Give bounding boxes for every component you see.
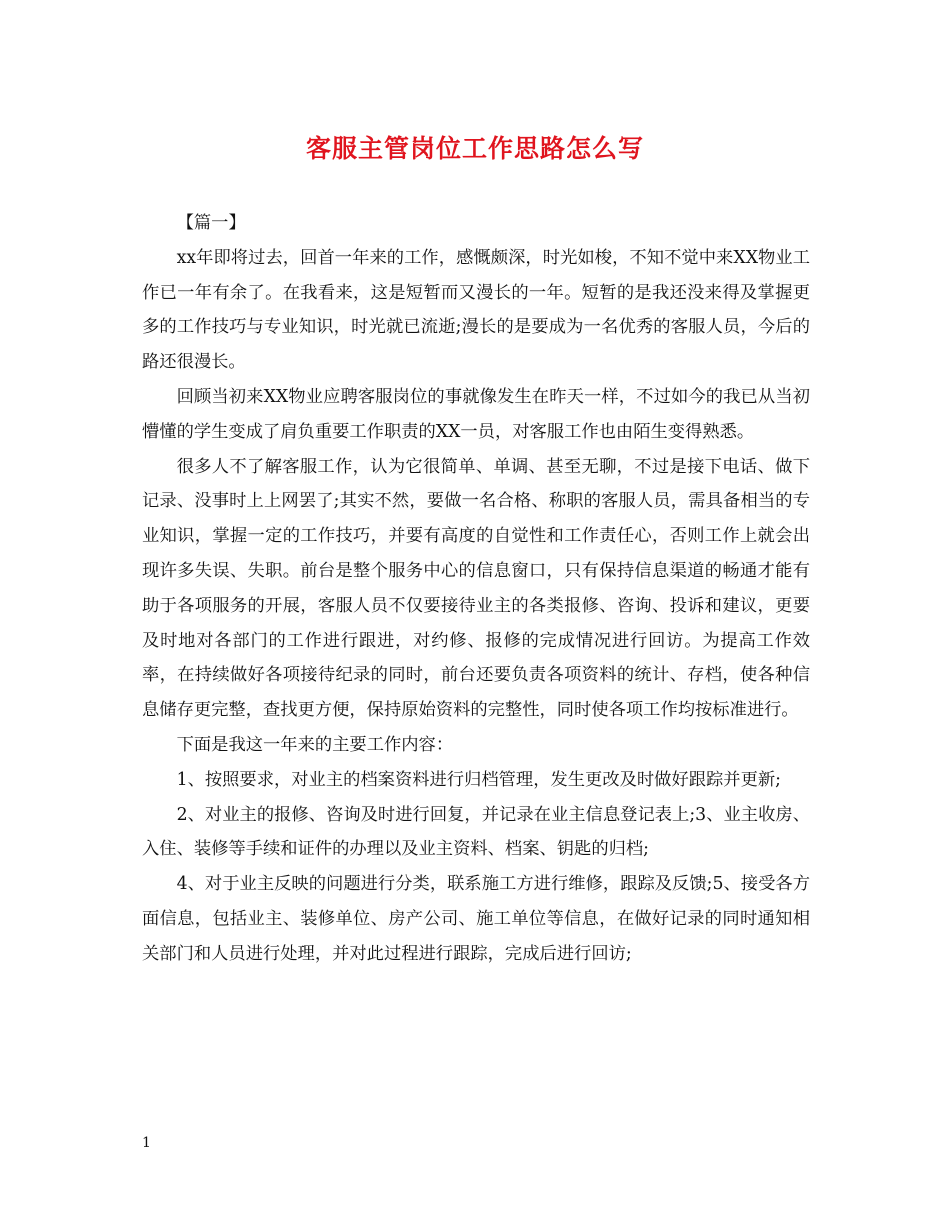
paragraph: 很多人不了解客服工作，认为它很简单、单调、甚至无聊，不过是接下电话、做下记录、没事时上上网罢了;其实不然，要做一名合格、称职的客服人员，需具备相当的专业知识，掌握一定的工作技巧，并要有高度的自觉性和工作责任心，否则工作上就会出现许多失误、失职。前台是整个服务中心的信息窗口，只有保持信息渠道的畅通才能有助于各项服务的开展，客服人员不仅要接待业主的各类报修、咨询、投诉和建议，更要及时地对各部门的工作进行跟进，对约修、报修的完成情况进行回访。为提高工作效率，在持续做好各项接待纪录的同时，前台还要负责各项资料的统计、存档，使各种信息储存更完整，查找更方便，保持原始资料的完整性，同时使各项工作均按标准进行。 [142,456,810,721]
page-number: 1 [142,1135,151,1151]
paragraph: 4、对于业主反映的问题进行分类，联系施工方进行维修，跟踪及反馈;5、接受各方面信息，包括业主、装修单位、房产公司、施工单位等信息，在做好记录的同时通知相关部门和人员进行处理，并对此过程进行跟踪，完成后进行回访; [142,874,810,964]
paragraph: 2、对业主的报修、咨询及时进行回复，并记录在业主信息登记表上;3、业主收房、入住、装修等手续和证件的办理以及业主资料、档案、钥匙的归档; [142,804,810,860]
paragraph: 1、按照要求，对业主的档案资料进行归档管理，发生更改及时做好跟踪并更新; [176,769,781,790]
document-body [142,206,810,972]
paragraph: 回顾当初来XX物业应聘客服岗位的事就像发生在昨天一样，不过如今的我已从当初懵懂的学生变成了肩负重要工作职责的XX一员，对客服工作也由陌生变得熟悉。 [142,386,810,442]
section-heading: 【篇一】 [176,213,246,233]
paragraph: 下面是我这一年来的主要工作内容： [176,734,454,755]
paragraph: xx年即将过去，回首一年来的工作，感慨颇深，时光如梭，不知不觉中来XX物业工作已一年有余了。在我看来，这是短暂而又漫长的一年。短暂的是我还没来得及掌握更多的工作技巧与专业知识，时光就已流逝;漫长的是要成为一名优秀的客服人员，今后的路还很漫长。 [142,247,810,373]
document-title: 客服主管岗位工作思路怎么写 [305,134,644,163]
